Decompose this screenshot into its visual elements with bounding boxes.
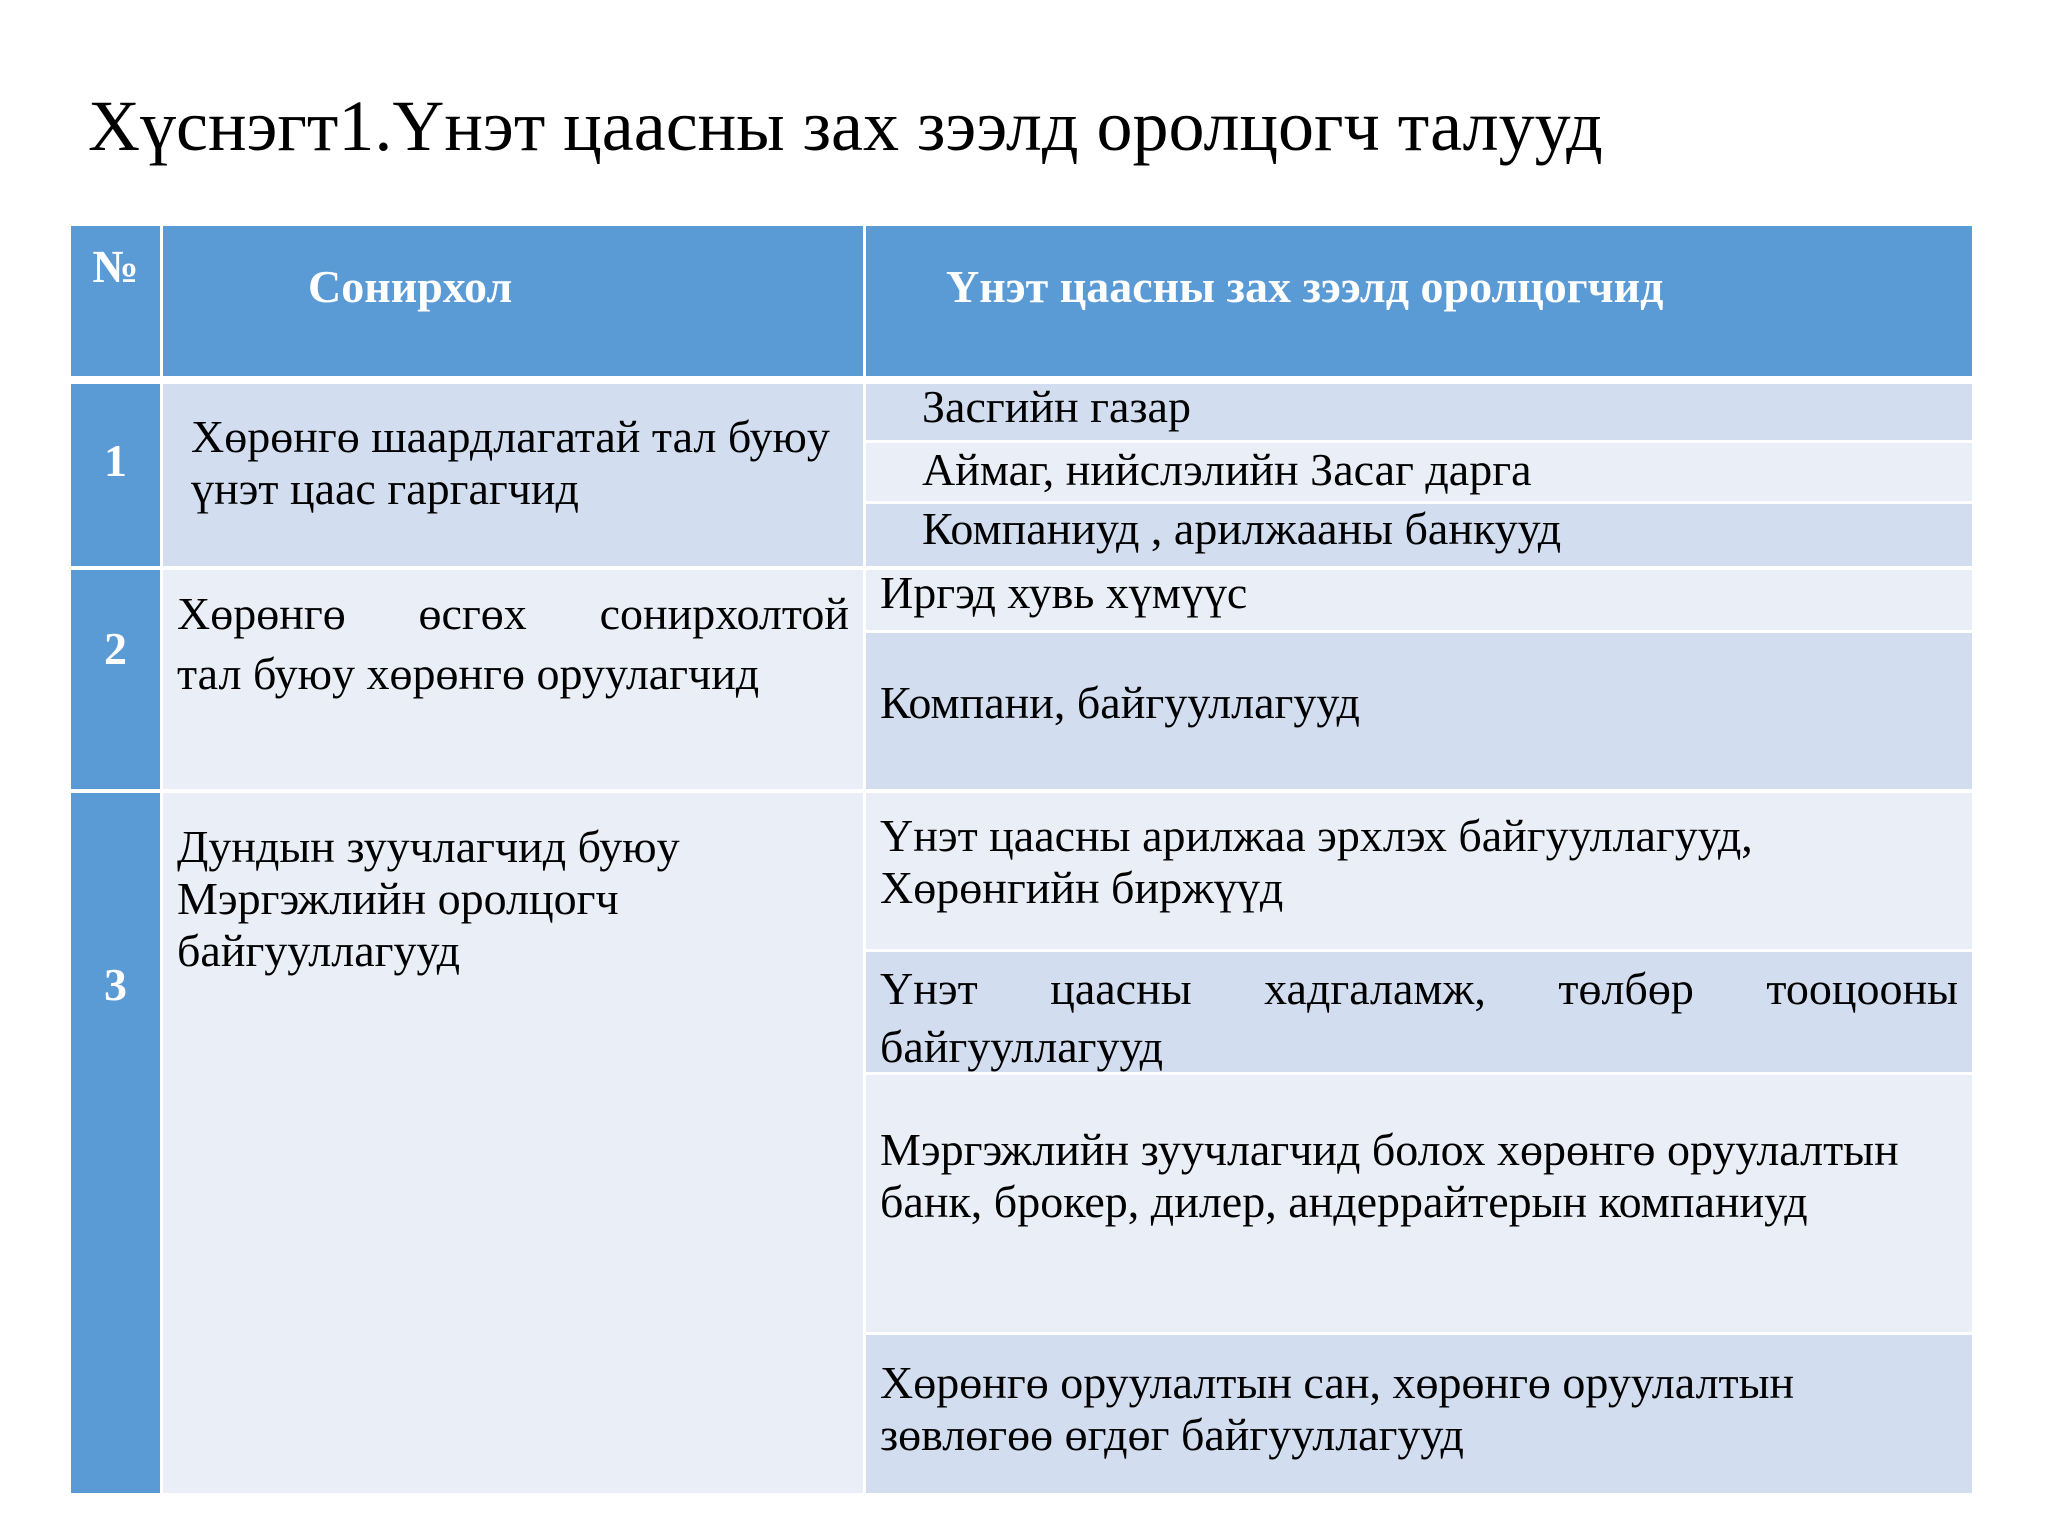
row-2-interest-line-1: Хөрөнгө өсгөх сонирхолтой <box>177 588 849 639</box>
row-1-number-cell <box>71 384 160 566</box>
row-1-interest: Хөрөнгө шаардлагатай тал буюу үнэт цаас гаргагчид <box>191 411 830 514</box>
row-1-participant-1-cell <box>866 381 1972 440</box>
row-3-number-cell <box>71 793 160 1493</box>
header-participants: Үнэт цаасны зах зээлд оролцогчид <box>946 261 1664 312</box>
row-3-number: 3 <box>104 959 127 1010</box>
row-2-participant-2: Компани, байгууллагууд <box>880 677 1360 728</box>
row-3-participant-4: Хөрөнгө оруулалтын сан, хөрөнгө оруулалтын зөвлөгөө өгдөг байгууллагууд <box>880 1357 1795 1460</box>
row-3-participant-4-cell <box>866 1335 1972 1493</box>
row-2-participant-1-cell <box>866 567 1972 630</box>
header-interest: Сонирхол <box>308 261 513 312</box>
row-3-participant-1-cell <box>866 793 1972 949</box>
row-1-participant-3: Компаниуд , арилжааны банкууд <box>922 503 1562 554</box>
row-2-participant-1: Иргэд хувь хүмүүс <box>880 567 1248 618</box>
header-no-cell <box>71 226 160 376</box>
row-3-interest-cell <box>163 793 863 1493</box>
header-participants-cell <box>866 226 1972 376</box>
row-2-interest-cell <box>163 570 863 789</box>
row-1-participant-2-cell <box>866 443 1972 501</box>
row-3-participant-3-cell <box>866 1075 1972 1332</box>
row-3-participant-2-cell <box>866 952 1972 1072</box>
row-1-number: 1 <box>104 435 127 486</box>
row-2-participant-2-cell <box>866 633 1972 789</box>
row-2-number-cell <box>71 570 160 789</box>
slide-title: Хүснэгт1.Үнэт цаасны зах зээлд оролцогч талууд <box>88 86 1603 166</box>
header-no: № <box>92 241 139 292</box>
row-1-interest-cell <box>163 384 863 566</box>
row-3-participant-2: Үнэт цаасны хадгаламж, төлбөр тооцооны байгууллагууд <box>880 963 1958 1072</box>
row-2-interest-line-2: тал буюу хөрөнгө оруулагчид <box>177 648 760 699</box>
row-2-number: 2 <box>104 623 127 674</box>
row-3-interest: Дундын зуучлагчид буюу Мэргэжлийн оролцогч байгууллагууд <box>177 821 680 976</box>
row-3-participant-3: Мэргэжлийн зуучлагчид болох хөрөнгө оруулалтын банк, брокер, дилер, андеррайтерын компаниуд <box>880 1124 1899 1227</box>
header-interest-cell <box>163 226 863 376</box>
row-1-participant-2: Аймаг, нийслэлийн Засаг дарга <box>922 444 1532 495</box>
row-1-participant-1: Засгийн газар <box>922 381 1191 432</box>
row-3-participant-1: Үнэт цаасны арилжаа эрхлэх байгууллагууд, Хөрөнгийн биржүүд <box>880 810 1753 913</box>
row-1-participant-3-cell <box>866 504 1972 566</box>
